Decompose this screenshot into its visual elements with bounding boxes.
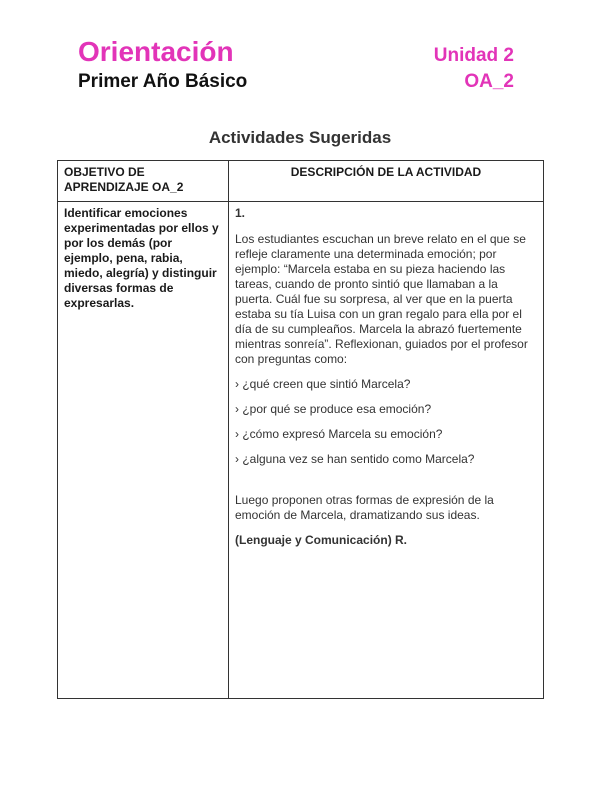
question-item: › ¿cómo expresó Marcela su emoción? (235, 427, 443, 441)
header-left (78, 36, 247, 94)
description-column-header: DESCRIPCIÓN DE LA ACTIVIDAD (229, 161, 544, 202)
subject-reference: (Lenguaje y Comunicación) R. (235, 533, 408, 547)
activities-table (57, 160, 544, 699)
table-row (58, 202, 544, 699)
question-item: › ¿por qué se produce esa emoción? (235, 402, 432, 416)
section-title: Actividades Sugeridas (208, 128, 392, 147)
subject-title: Orientación (78, 36, 234, 67)
question-item: › ¿alguna vez se han sentido como Marcela? (235, 452, 475, 466)
oa-code: OA_2 (464, 71, 514, 92)
question-item: › ¿qué creen que sintió Marcela? (235, 377, 411, 391)
description-cell (229, 202, 544, 699)
objective-cell: Identificar emociones experimentadas por ellos y por los demás (por ejemplo, pena, rabia, miedo, alegría) y distinguir diversas formas de expresarlas. (58, 202, 229, 699)
header-right (434, 44, 514, 94)
unit-label: Unidad 2 (433, 45, 514, 66)
activity-story: Los estudiantes escuchan un breve relato en el que se refleje claramente una determinada emoción; por ejemplo: “Marcela estaba en su pieza haciendo las tareas, cuando de pronto sintió que llamaban a la puerta. Cuál fue su sorpresa, al ver que en la puerta estaba su tía Luisa con un gran regalo para ella por el día de su cumpleaños. Marcela la abrazó fuertemente mientras sonreía”. Reflexionan, guiados por el profesor con preguntas como: (235, 232, 528, 366)
table-header-row (58, 161, 544, 202)
objective-column-header: OBJETIVO DE APRENDIZAJE OA_2 (58, 161, 229, 202)
activity-conclusion: Luego proponen otras formas de expresión de la emoción de Marcela, dramatizando sus ideas. (235, 493, 494, 522)
grade-label: Primer Año Básico (78, 71, 248, 92)
activity-number: 1. (235, 206, 246, 220)
